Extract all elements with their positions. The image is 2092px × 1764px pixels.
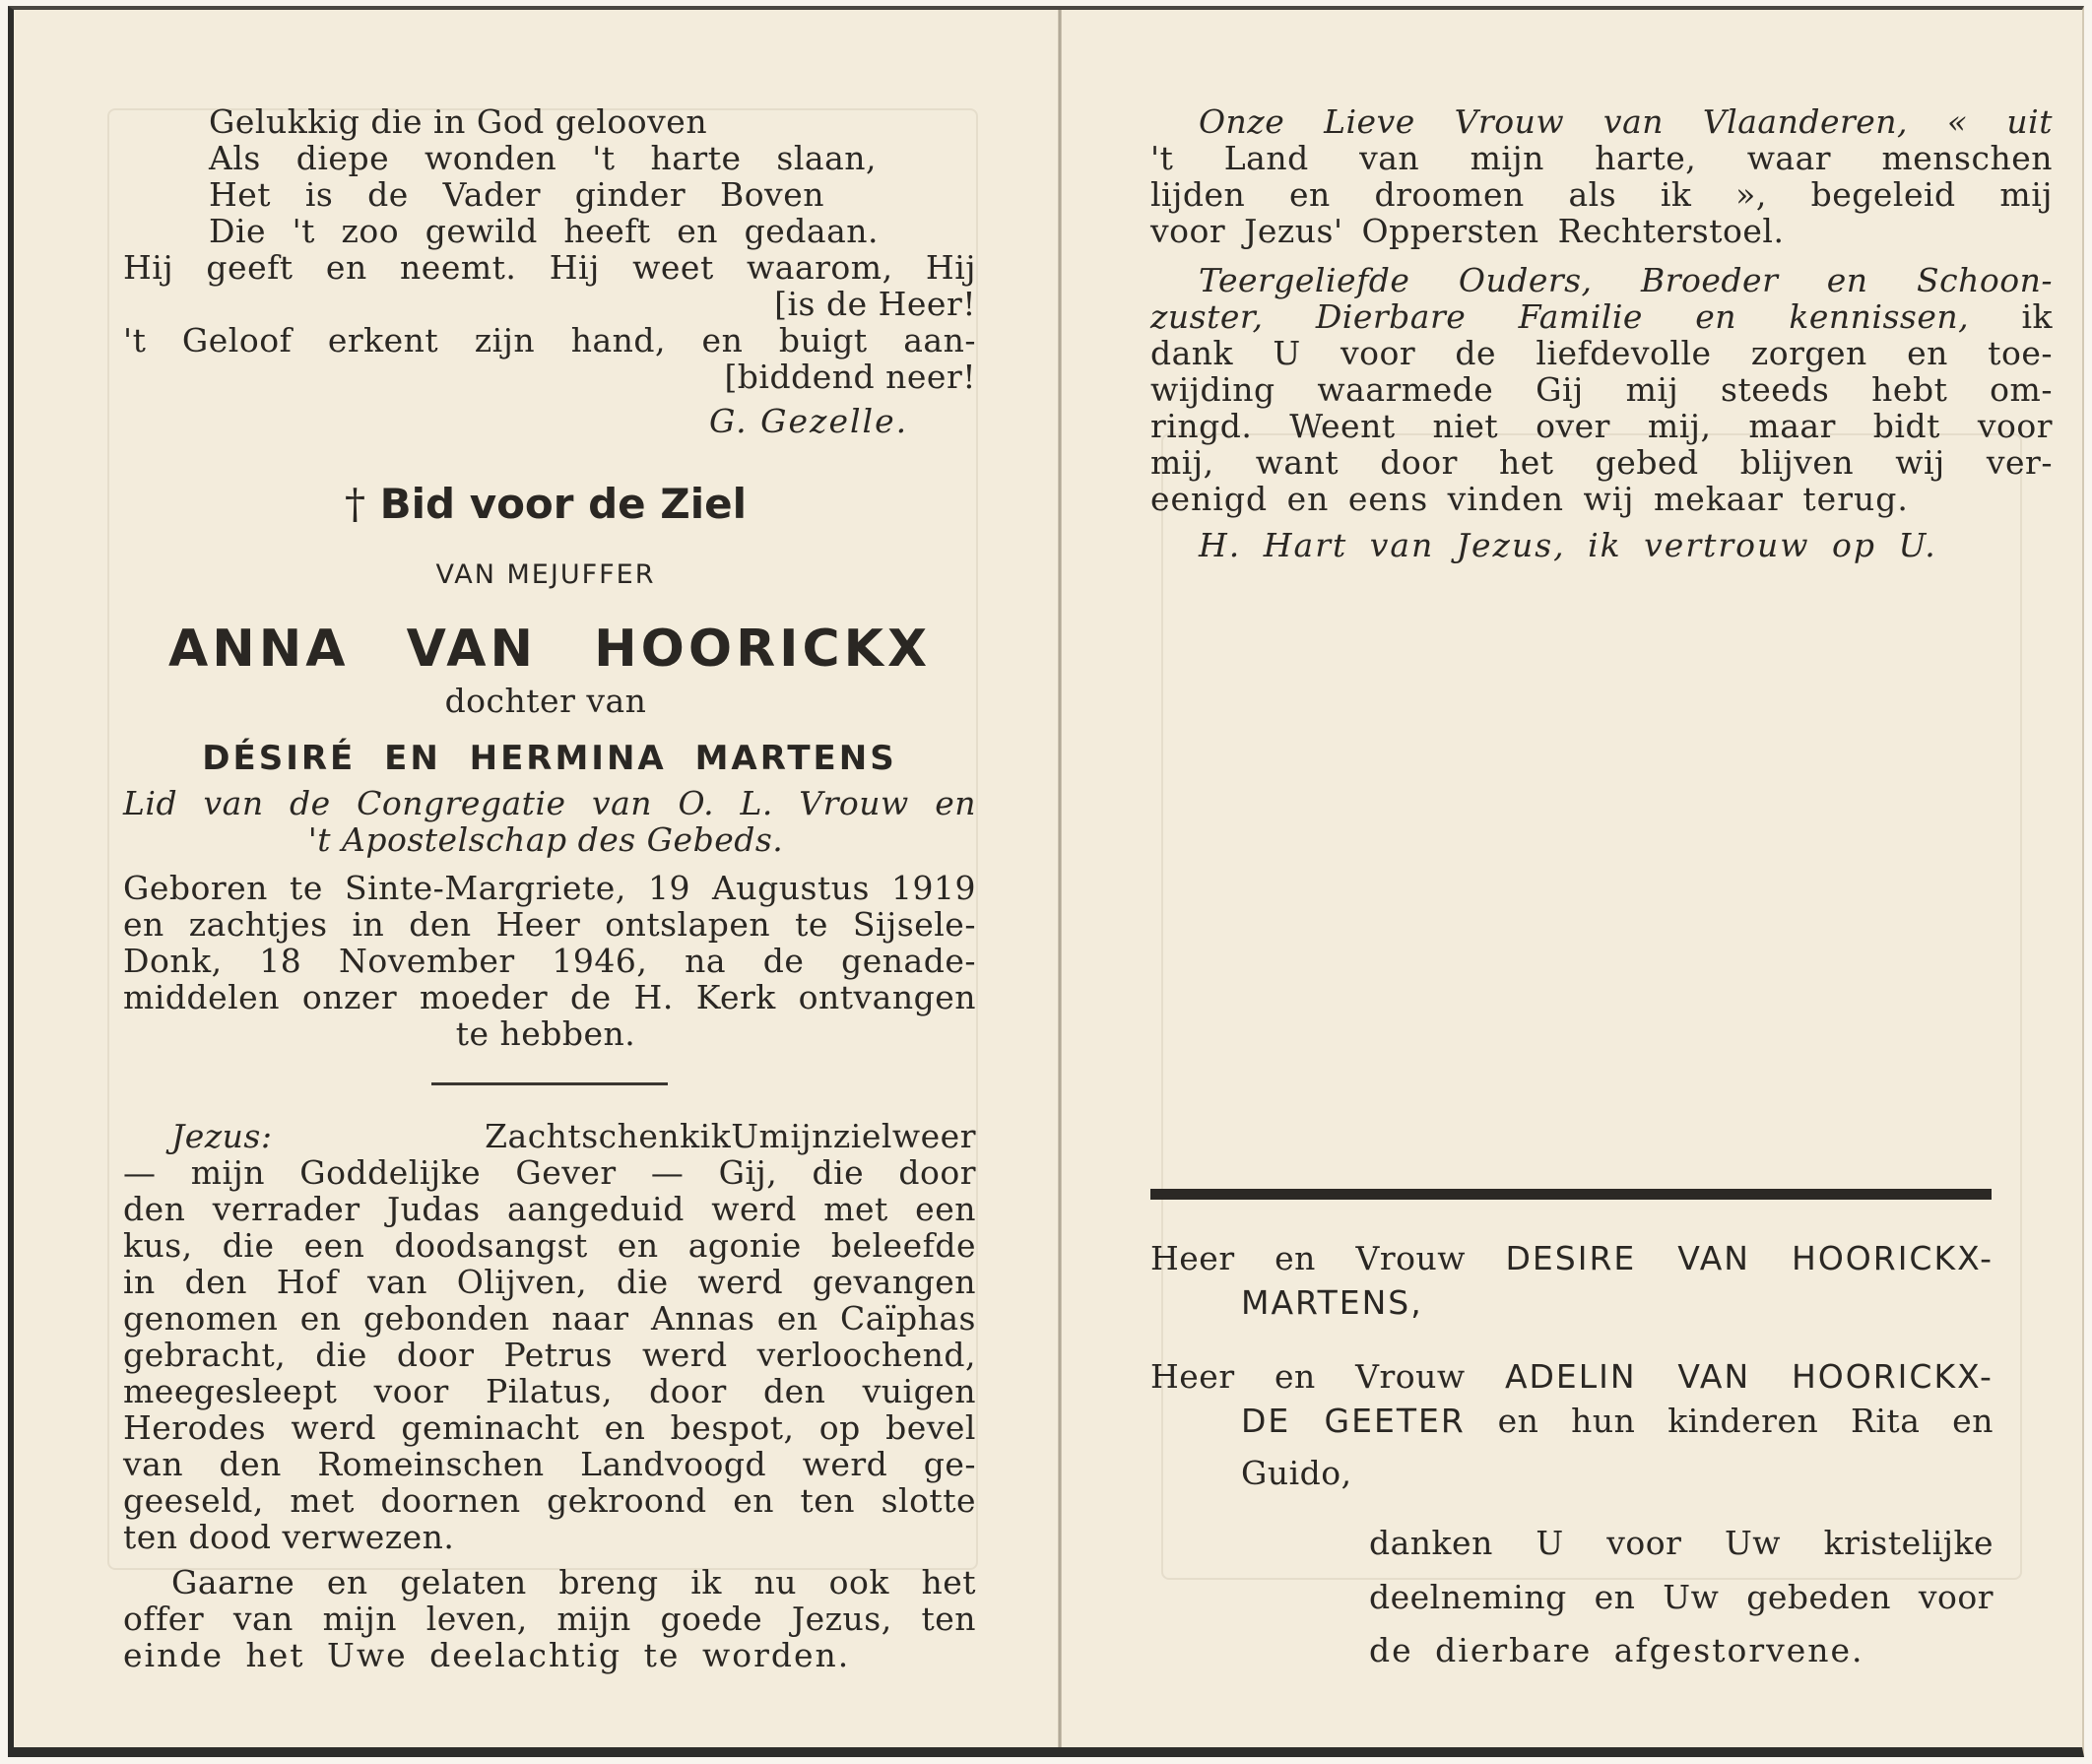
member-line: 't Apostelschap des Gebeds. xyxy=(307,820,784,859)
divider-rule xyxy=(431,1082,668,1085)
bio-line: middelen onzer moeder de H. Kerk ontvangen xyxy=(123,978,976,1016)
prayer-line: gebracht, die door Petrus werd verloochend, xyxy=(123,1336,976,1374)
farewell-line: Teergeliefde Ouders, Broeder en Schoon- xyxy=(1199,261,2053,299)
pray-text: Bid voor de Ziel xyxy=(379,480,748,528)
thanks-line: de dierbare afgestorvene. xyxy=(1369,1631,1864,1669)
prayer-line: in den Hof van Olijven, die werd gevangen xyxy=(123,1263,976,1301)
olv-line: voor Jezus' Oppersten Rechterstoel. xyxy=(1150,212,1785,250)
farewell-line: zuster, Dierbare Familie en kennissen, ik xyxy=(1150,297,2053,336)
pray-heading xyxy=(14,481,1078,528)
member-line: Lid van de Congregatie van O. L. Vrouw en xyxy=(123,784,976,822)
black-rule xyxy=(1150,1189,1992,1200)
farewell-line: dank U voor de liefdevolle zorgen en toe- xyxy=(1150,334,2053,372)
prayer-line: — mijn Goddelijke Gever — Gij, die door xyxy=(123,1153,976,1192)
thanks-line: danken U voor Uw kristelijke xyxy=(1369,1524,1994,1562)
bio-line: en zachtjes in den Heer ontslapen te Sijsele- xyxy=(123,905,976,944)
farewell-line: eenigd en eens vinden wij mekaar terug. xyxy=(1150,480,1909,518)
poem-author: G. Gezelle. xyxy=(709,402,909,440)
poem-line: Het is de Vader ginder Boven xyxy=(209,175,824,214)
prayer-line: meegesleept voor Pilatus, door den vuigen xyxy=(123,1372,976,1410)
right-page xyxy=(1060,10,2084,1747)
cross-icon: † xyxy=(344,480,365,528)
prayer-line: kus, die een doodsangst en agonie beleefde xyxy=(123,1226,976,1265)
memorial-card xyxy=(8,6,2084,1757)
prayer-line: Jezus: ZachtschenkikUmijnzielweer xyxy=(171,1117,976,1155)
parents-name: DÉSIRÉ EN HERMINA MARTENS xyxy=(202,739,897,778)
family-2-line3: Guido, xyxy=(1241,1454,1352,1492)
poem-line: [biddend neer! xyxy=(724,358,976,396)
prayer-line: van den Romeinschen Landvoogd werd ge- xyxy=(123,1445,976,1483)
farewell-line: wijding waarmede Gij mij steeds hebt om- xyxy=(1150,370,2053,409)
family-1-line: Heer en Vrouw DESIRE VAN HOORICKX- xyxy=(1150,1239,1994,1277)
bio-line: Donk, 18 November 1946, na de genade- xyxy=(123,942,976,980)
olv-line: Onze Lieve Vrouw van Vlaanderen, « uit xyxy=(1199,102,2053,141)
offer-line: offer van mijn leven, mijn goede Jezus, ten xyxy=(123,1600,976,1638)
poem-line: Als diepe wonden 't harte slaan, xyxy=(209,139,877,177)
left-page xyxy=(14,10,1058,1747)
farewell-line: ringd. Weent niet over mij, maar bidt voor xyxy=(1150,407,2053,445)
prayer-jezus-lead: Jezus: xyxy=(171,1117,273,1155)
van-mejuffer: VAN MEJUFFER xyxy=(435,559,656,590)
thanks-line: deelneming en Uw gebeden voor xyxy=(1369,1578,1994,1616)
family-2-line: Heer en Vrouw ADELIN VAN HOORICKX- xyxy=(1150,1357,1994,1396)
prayer-line: ten dood verwezen. xyxy=(123,1518,455,1556)
prayer-line: den verrader Judas aangeduid werd met een xyxy=(123,1190,976,1228)
deceased-name: ANNA VAN HOORICKX xyxy=(167,620,932,679)
poem-line: Gelukkig die in God gelooven xyxy=(209,102,708,141)
poem-line: Die 't zoo gewild heeft en gedaan. xyxy=(209,212,879,250)
prayer-line: genomen en gebonden naar Annas en Caïphas xyxy=(123,1299,976,1338)
olv-line: lijden en droomen als ik », begeleid mij xyxy=(1150,175,2053,214)
prayer-line: Herodes werd geminacht en bespot, op bevel xyxy=(123,1408,976,1447)
daughter-of: dochter van xyxy=(444,682,647,720)
offer-line: einde het Uwe deelachtig te worden. xyxy=(123,1636,851,1674)
family-1-line2: MARTENS, xyxy=(1241,1283,1423,1322)
sacred-heart-line: H. Hart van Jezus, ik vertrouw op U. xyxy=(1199,526,1937,564)
offer-line: Gaarne en gelaten breng ik nu ook het xyxy=(171,1563,976,1601)
family-2-line2: DE GEETER en hun kinderen Rita en xyxy=(1241,1402,1994,1440)
bio-line: te hebben. xyxy=(455,1014,636,1053)
olv-line: 't Land van mijn harte, waar menschen xyxy=(1150,139,2053,177)
poem-line: [is de Heer! xyxy=(774,285,976,323)
farewell-line: mij, want door het gebed blijven wij ver- xyxy=(1150,443,2053,482)
bio-line: Geboren te Sinte-Margriete, 19 Augustus 1919 xyxy=(123,869,976,907)
prayer-line: geeseld, met doornen gekroond en ten slotte xyxy=(123,1481,976,1520)
poem-line: 't Geloof erkent zijn hand, en buigt aan- xyxy=(123,321,976,359)
poem-line: Hij geeft en neemt. Hij weet waarom, Hij xyxy=(123,248,976,287)
